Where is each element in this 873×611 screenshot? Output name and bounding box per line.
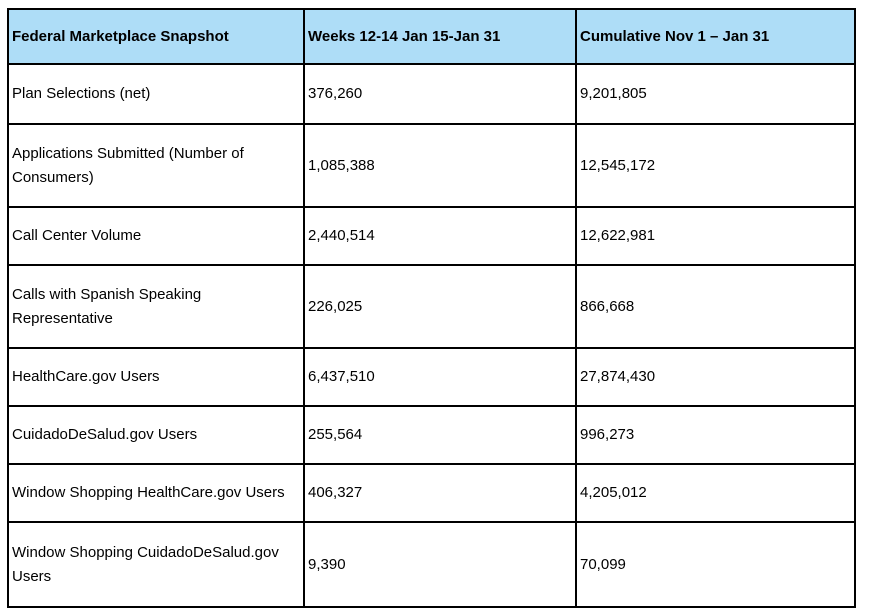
table-row <box>8 124 855 207</box>
row-label: Call Center Volume <box>8 207 304 265</box>
row-weeks-value: 2,440,514 <box>304 207 576 265</box>
federal-marketplace-snapshot-table <box>7 8 856 608</box>
table-row <box>8 464 855 522</box>
row-label: Plan Selections (net) <box>8 64 304 124</box>
header-cell-weeks: Weeks 12-14 Jan 15-Jan 31 <box>304 9 576 64</box>
table-row <box>8 265 855 348</box>
table-row <box>8 406 855 464</box>
row-label: CuidadoDeSalud.gov Users <box>8 406 304 464</box>
header-cell-metric: Federal Marketplace Snapshot <box>8 9 304 64</box>
row-cumulative-value: 4,205,012 <box>576 464 855 522</box>
row-label: Calls with Spanish Speaking Representative <box>8 265 304 348</box>
table-row <box>8 522 855 607</box>
row-weeks-value: 376,260 <box>304 64 576 124</box>
row-weeks-value: 9,390 <box>304 522 576 607</box>
row-cumulative-value: 70,099 <box>576 522 855 607</box>
row-cumulative-value: 27,874,430 <box>576 348 855 406</box>
row-cumulative-value: 996,273 <box>576 406 855 464</box>
row-label: HealthCare.gov Users <box>8 348 304 406</box>
row-weeks-value: 1,085,388 <box>304 124 576 207</box>
row-label: Applications Submitted (Number of Consumers) <box>8 124 304 207</box>
row-weeks-value: 406,327 <box>304 464 576 522</box>
row-cumulative-value: 866,668 <box>576 265 855 348</box>
table-header-row <box>8 9 855 64</box>
row-label: Window Shopping CuidadoDeSalud.gov Users <box>8 522 304 607</box>
table-row <box>8 64 855 124</box>
row-weeks-value: 255,564 <box>304 406 576 464</box>
row-weeks-value: 226,025 <box>304 265 576 348</box>
table-row <box>8 348 855 406</box>
row-cumulative-value: 9,201,805 <box>576 64 855 124</box>
row-label: Window Shopping HealthCare.gov Users <box>8 464 304 522</box>
row-cumulative-value: 12,622,981 <box>576 207 855 265</box>
table-row <box>8 207 855 265</box>
row-weeks-value: 6,437,510 <box>304 348 576 406</box>
header-cell-cumulative: Cumulative Nov 1 – Jan 31 <box>576 9 855 64</box>
row-cumulative-value: 12,545,172 <box>576 124 855 207</box>
